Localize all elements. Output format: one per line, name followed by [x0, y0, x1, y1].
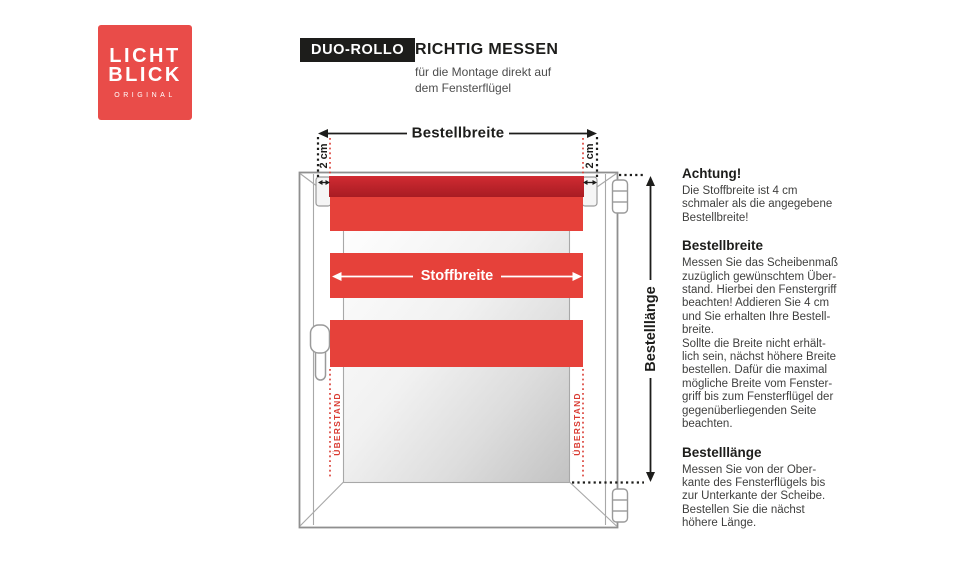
blind-roll	[329, 176, 584, 197]
section-heading-bestelllaenge: Bestelllänge	[682, 444, 762, 460]
roll-bracket-left	[316, 177, 331, 206]
section-heading-bestellbreite: Bestellbreite	[682, 238, 764, 254]
logo-word-licht: LICHT	[109, 44, 181, 67]
page-subtitle: für die Montage direkt auf dem Fensterflügel	[415, 65, 552, 95]
two-cm-label-left: 2 cm	[318, 143, 330, 169]
instructions-column	[682, 166, 882, 544]
bestellbreite-dimension-label: Bestellbreite	[411, 124, 505, 142]
logo-original-label: ORIGINAL	[114, 91, 176, 99]
product-badge: DUO-ROLLO	[300, 38, 415, 62]
ueberstand-label-left: ÜBERSTAND	[332, 392, 342, 456]
hinge-top-icon	[613, 180, 628, 213]
section-body-bestellbreite: Messen Sie das Scheibenmaß zuzüglich gewünschtem Über- stand. Hierbei den Fenstergriff beachten! Addieren Sie 4 cm und Sie erhalten Ihre Bestell- breite. Sollte die Breite nicht erhält- lich sein, nächst höhere Breite bestellen. Dafür die maximal mögliche Breite vom Fenster- griff bis zum Fensterflügel der gegenüberliegenden Seite beachten.	[682, 257, 838, 431]
page-title: RICHTIG MESSEN	[415, 41, 559, 58]
stoffbreite-dimension-label: Stoffbreite	[420, 268, 494, 284]
hinge-bottom-icon	[613, 489, 628, 522]
section-body-bestelllaenge: Messen Sie von der Ober- kante des Fensterflügels bis zur Unterkante der Scheibe. Bestellen Sie die nächst höhere Länge.	[682, 463, 826, 530]
ueberstand-label-right: ÜBERSTAND	[572, 392, 582, 456]
section-heading-achtung: Achtung!	[682, 166, 742, 181]
bestelllaenge-dimension-label: Bestelllänge	[643, 286, 659, 372]
fabric-stripe-1	[330, 197, 583, 231]
logo-word-blick: BLICK	[108, 63, 182, 86]
two-cm-label-right: 2 cm	[584, 143, 596, 169]
section-body-achtung: Die Stoffbreite ist 4 cm schmaler als die angegebene Bestellbreite!	[682, 185, 833, 224]
fabric-stripe-3	[330, 320, 583, 367]
